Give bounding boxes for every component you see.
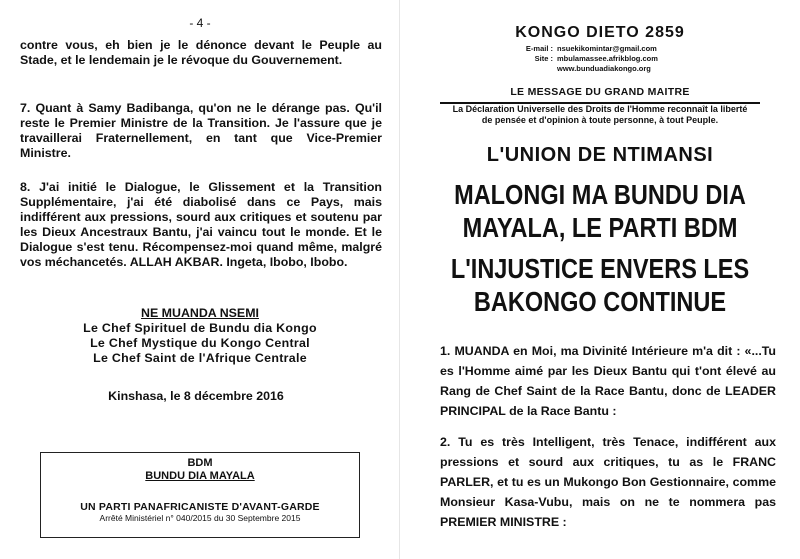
paragraph-2: 2. Tu es très Intelligent, très Tenace, indifférent aux pressions et sourd aux critiques, tu as le FRANC PARLER, et tu es un Mukongo Bon Gestionnaire, comme Monsieur Kasa-Vubu, mais on ne te nommera pas PREMIER MINISTRE :: [440, 435, 776, 529]
signature-title-2: Le Chef Mystique du Kongo Central: [90, 336, 310, 350]
bdm-box-party: UN PARTI PANAFRICANISTE D'AVANT-GARDE: [80, 501, 320, 513]
bdm-box-title: BDM: [187, 457, 213, 469]
masthead-title: KONGO DIETO 2859: [515, 24, 685, 41]
bdm-party-box: [40, 452, 360, 538]
email-address: nsuekikomintar@gmail.com: [557, 44, 657, 53]
contact-block: [497, 44, 717, 74]
signature-block: [0, 306, 400, 366]
paragraph-1: 1. MUANDA en Moi, ma Divinité Intérieure m'a dit : «...Tu es l'Homme aimé par les Dieux Bantu qui t'ont élevé au Rang de Chef Saint de la Race Bantu, donc de LEADER PRINCIPAL de la Race Bantu :: [440, 344, 776, 418]
signature-title-3: Le Chef Saint de l'Afrique Centrale: [93, 351, 307, 365]
item-8-paragraph: 8. J'ai initié le Dialogue, le Glissement et la Transition Supplémentaire, j'ai été diabolisé dans ce Pays, mais indifférent aux pressions, sourd aux critiques et soutenu par les Dieux Ancestraux Bantu, j'ai vaincu tout le monde. Et le Dialogue s'est tenu. Récompensez-moi quand même, malgré vos méchancetés. ALLAH AKBAR. Ingeta, Ibobo, Ibobo.: [20, 180, 382, 269]
site-url-1: mbulamassee.afrikblog.com: [557, 54, 658, 63]
item-7-paragraph: 7. Quant à Samy Badibanga, qu'on ne le dérange pas. Qu'il reste le Premier Ministre de la Transition. Je l'assure que je travaillerai Fraternellement, en tant que Vice-Premier Ministre.: [20, 101, 382, 160]
site-url-2: www.bunduadiakongo.org: [557, 64, 651, 73]
headline-line-1: MALONGI MA BUNDU DIA: [454, 179, 746, 210]
headline-line-3: L'INJUSTICE ENVERS LES: [450, 253, 750, 284]
right-page: [400, 0, 800, 559]
email-label: E-mail :: [525, 44, 553, 53]
signature-title-1: Le Chef Spirituel de Bundu dia Kongo: [83, 321, 317, 335]
declaration-text: La Déclaration Universelle des Droits de l'Homme reconnaît la liberté de pensée et d'opinion à toute personne, à tout Peuple.: [452, 104, 748, 125]
signature-name: NE MUANDA NSEMI: [141, 306, 259, 320]
union-heading: L'UNION DE NTIMANSI: [486, 144, 714, 166]
headline-line-4: BAKONGO CONTINUE: [473, 286, 727, 317]
bdm-box-arrete: Arrêté Ministériel n° 040/2015 du 30 Septembre 2015: [99, 513, 301, 523]
signature-date: Kinshasa, le 8 décembre 2016: [108, 389, 284, 403]
message-title: LE MESSAGE DU GRAND MAITRE: [440, 86, 760, 100]
bdm-box-subtitle: BUNDU DIA MAYALA: [145, 470, 255, 482]
site-label: Site :: [534, 54, 553, 63]
continuation-paragraph: contre vous, eh bien je le dénonce devant le Peuple au Stade, et le lendemain je le révoque du Gouvernement.: [20, 38, 382, 67]
page-number: - 4 -: [189, 16, 211, 30]
headline-line-2: MAYALA, LE PARTI BDM: [462, 212, 738, 243]
